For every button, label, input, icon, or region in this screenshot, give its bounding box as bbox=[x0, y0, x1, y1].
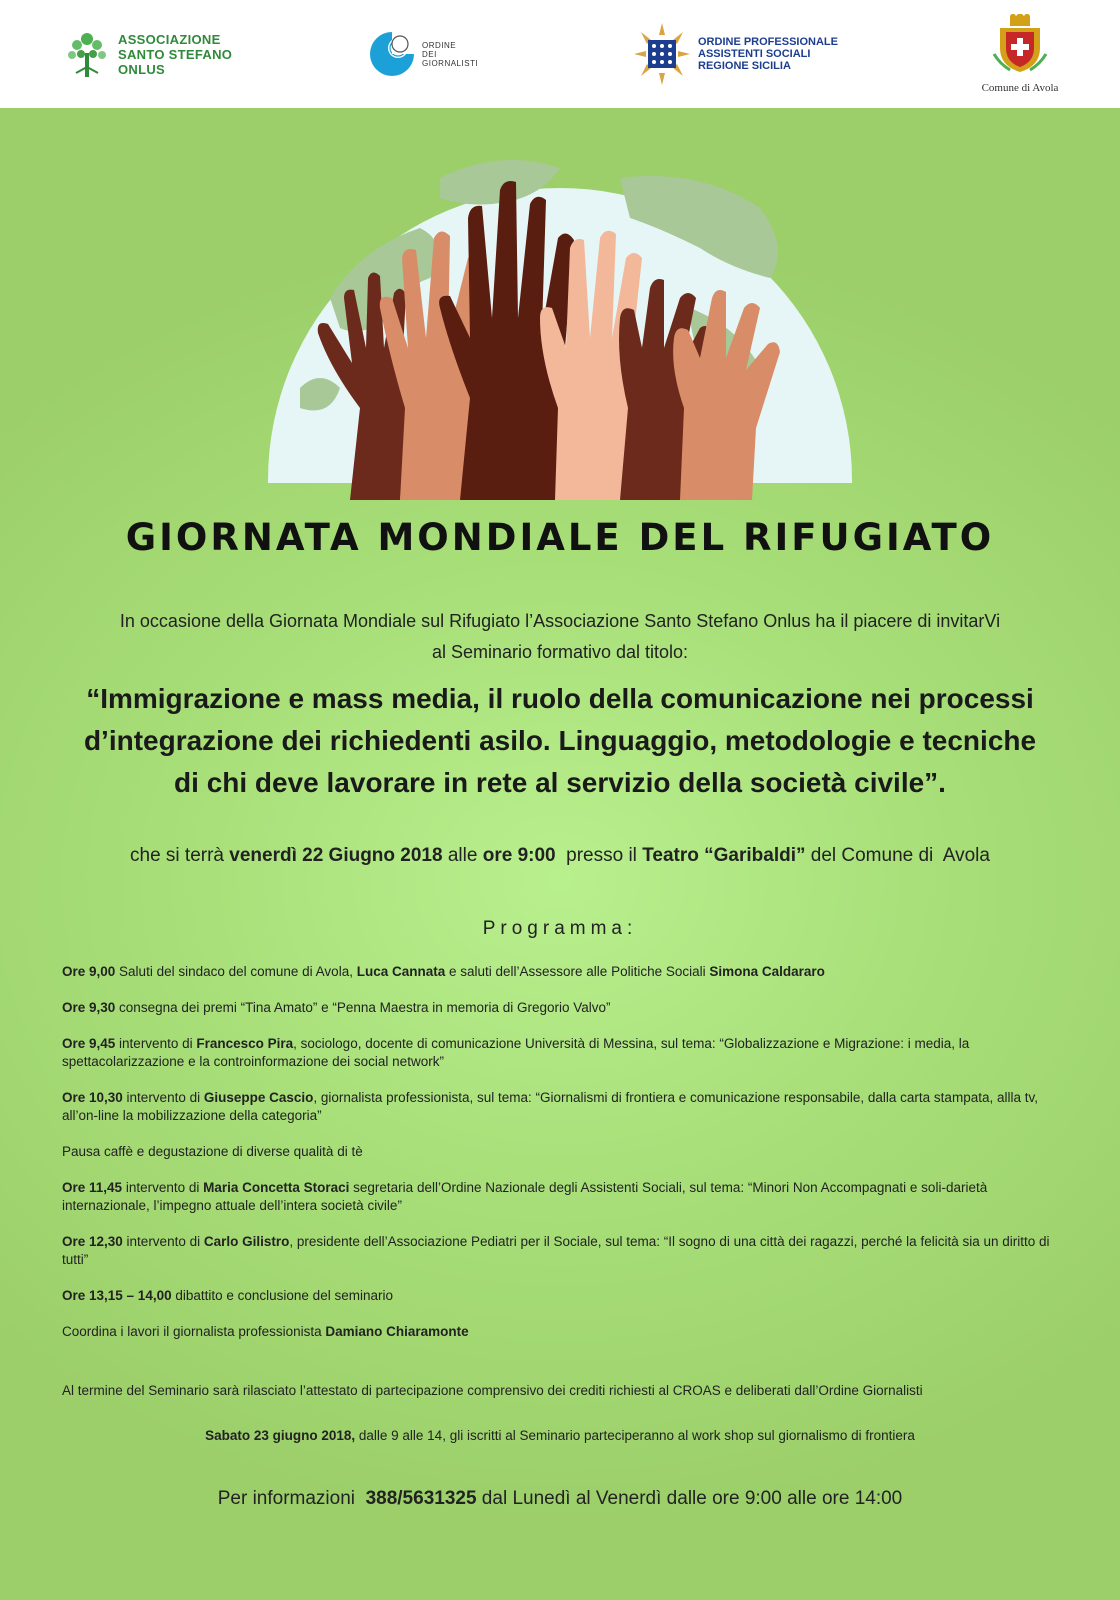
logo-header bbox=[0, 0, 1120, 108]
seminar-title bbox=[40, 678, 1080, 804]
event-time: ore 9:00 bbox=[482, 845, 556, 866]
event-mid-1: alle bbox=[442, 845, 483, 866]
sunburst-logo-icon bbox=[632, 21, 692, 87]
item-text: dibattito e conclusione del seminario bbox=[171, 1288, 393, 1303]
event-mid-2: presso il bbox=[555, 845, 643, 866]
tree-icon bbox=[64, 27, 110, 81]
item-time: Ore 9,00 bbox=[62, 964, 116, 979]
item-speaker: Carlo Gilistro bbox=[203, 1234, 290, 1249]
item-speaker: Maria Concetta Storaci bbox=[203, 1180, 350, 1195]
oas-line-3: REGIONE SICILIA bbox=[698, 60, 791, 72]
event-post: del Comune di Avola bbox=[805, 845, 990, 866]
saturday-date: Sabato 23 giugno 2018, bbox=[205, 1428, 356, 1443]
item-text: e saluti dell’Assessore alle Politiche Sociali bbox=[445, 964, 710, 979]
croas-note: Al termine del Seminario sarà rilasciato l’attestato di partecipazione comprensivo dei crediti richiesti al CROAS e deliberati dall’Ordine Giornalisti bbox=[62, 1383, 923, 1398]
page-title: GIORNATA MONDIALE DEL RIFUGIATO bbox=[125, 516, 995, 559]
coat-of-arms-icon bbox=[990, 14, 1050, 80]
oas-line-1: ORDINE PROFESSIONALE bbox=[698, 36, 838, 48]
seminar-title-line-2: d’integrazione dei richiedenti asilo. Linguaggio, metodologie e tecniche bbox=[83, 725, 1037, 756]
programma-item bbox=[62, 1179, 1062, 1215]
odg-text bbox=[422, 41, 478, 68]
item-text: Pausa caffè e degustazione di diverse qualità di tè bbox=[62, 1144, 363, 1159]
item-speaker: Simona Caldararo bbox=[709, 964, 825, 979]
item-speaker: Francesco Pira bbox=[196, 1036, 294, 1051]
oas-line-2: ASSISTENTI SOCIALI bbox=[698, 48, 811, 60]
item-text: intervento di bbox=[115, 1036, 197, 1051]
item-time: Ore 9,45 bbox=[62, 1036, 116, 1051]
logo-comune-avola bbox=[970, 0, 1070, 108]
item-time: Ore 13,15 – 14,00 bbox=[62, 1288, 172, 1303]
item-speaker: Giuseppe Cascio bbox=[203, 1090, 314, 1105]
programma-item bbox=[62, 1323, 1062, 1341]
item-text: intervento di bbox=[122, 1180, 204, 1195]
intro-text bbox=[40, 606, 1080, 668]
assoc-line-2: SANTO STEFANO bbox=[118, 46, 233, 62]
programma-item bbox=[62, 1089, 1062, 1125]
event-venue: Teatro “Garibaldi” bbox=[642, 845, 806, 866]
item-text: intervento di bbox=[122, 1234, 204, 1249]
event-date-venue bbox=[0, 845, 1120, 867]
saturday-workshop bbox=[0, 1428, 1120, 1443]
programma-item bbox=[62, 963, 1062, 981]
raised-hands-globe-icon bbox=[0, 108, 1120, 500]
phone-number[interactable]: 388/5631325 bbox=[365, 1488, 477, 1509]
circle-logo-icon bbox=[368, 30, 416, 78]
item-time: Ore 10,30 bbox=[62, 1090, 123, 1105]
item-text: , giornalista professionista, sul tema: “Giornalismi di frontiera e comunicazione responsabile, dalla carta stampata, allla tv, all’on-line la mobilizzazione della categoria” bbox=[62, 1090, 1038, 1123]
associazione-text bbox=[118, 32, 232, 77]
saturday-text: dalle 9 alle 14, gli iscritti al Seminario parteciperanno al work shop sul giornalismo di frontiera bbox=[355, 1428, 915, 1443]
event-pre: che si terrà bbox=[130, 845, 230, 866]
programma-item bbox=[62, 1035, 1062, 1071]
item-text: , sociologo, docente di comunicazione Università di Messina, sul tema: “Globalizzazione e Migrazione: i media, la spettacolarizzazione e la controinformazione dei social network” bbox=[62, 1036, 970, 1069]
seminar-title-line-3: di chi deve lavorare in rete al servizio della società civile”. bbox=[174, 767, 946, 798]
intro-line-1: In occasione della Giornata Mondiale sul Rifugiato l’Associazione Santo Stefano Onlus ha il piacere di invitarVi bbox=[119, 611, 1001, 631]
item-text: segretaria dell’Ordine Nazionale degli Assistenti Sociali, sul tema: “Minori Non Accompagnati e soli-darietà internazionale, l’impegno attuale dell’intera società civile” bbox=[62, 1180, 988, 1213]
event-date: venerdì 22 Giugno 2018 bbox=[229, 845, 443, 866]
info-pre: Per informazioni bbox=[217, 1488, 366, 1509]
item-time: Ore 11,45 bbox=[62, 1180, 123, 1195]
programma-item bbox=[62, 1143, 1062, 1161]
item-time: Ore 9,30 bbox=[62, 1000, 116, 1015]
contact-info bbox=[0, 1488, 1120, 1510]
item-time: Ore 12,30 bbox=[62, 1234, 123, 1249]
intro-line-2: al Seminario formativo dal titolo: bbox=[431, 642, 689, 662]
item-text: , presidente dell’Associazione Pediatri per il Sociale, sul tema: “Il sogno di una città dei ragazzi, perché la felicità sia un diritto di tutti” bbox=[62, 1234, 1050, 1267]
oas-text bbox=[698, 36, 838, 72]
programma-item bbox=[62, 1287, 1062, 1305]
seminar-title-line-1: “Immigrazione e mass media, il ruolo della comunicazione nei processi bbox=[86, 683, 1034, 714]
odg-line-3: GIORNALISTI bbox=[422, 58, 479, 68]
item-speaker: Luca Cannata bbox=[356, 964, 446, 979]
programma-heading: Programma: bbox=[482, 918, 638, 939]
item-text: Saluti del sindaco del comune di Avola, bbox=[115, 964, 357, 979]
comune-label: Comune di Avola bbox=[981, 82, 1059, 94]
logo-ordine-assistenti-sociali bbox=[632, 0, 838, 108]
logo-associazione-santo-stefano bbox=[64, 0, 232, 108]
programma-item bbox=[62, 1233, 1062, 1269]
odg-line-2: DEI bbox=[422, 49, 437, 59]
item-speaker: Damiano Chiaramonte bbox=[325, 1324, 469, 1339]
assoc-line-3: ONLUS bbox=[118, 61, 165, 77]
item-text: Coordina i lavori il giornalista professionista bbox=[62, 1324, 326, 1339]
programma-item bbox=[62, 999, 1062, 1017]
item-text: intervento di bbox=[122, 1090, 204, 1105]
info-post: dal Lunedì al Venerdì dalle ore 9:00 alle ore 14:00 bbox=[476, 1488, 903, 1509]
logo-ordine-giornalisti bbox=[368, 0, 478, 108]
assoc-line-1: ASSOCIAZIONE bbox=[118, 31, 221, 47]
odg-line-1: ORDINE bbox=[422, 40, 457, 50]
item-text: consegna dei premi “Tina Amato” e “Penna Maestra in memoria di Gregorio Valvo” bbox=[115, 1000, 611, 1015]
programma-list bbox=[62, 963, 1062, 1359]
